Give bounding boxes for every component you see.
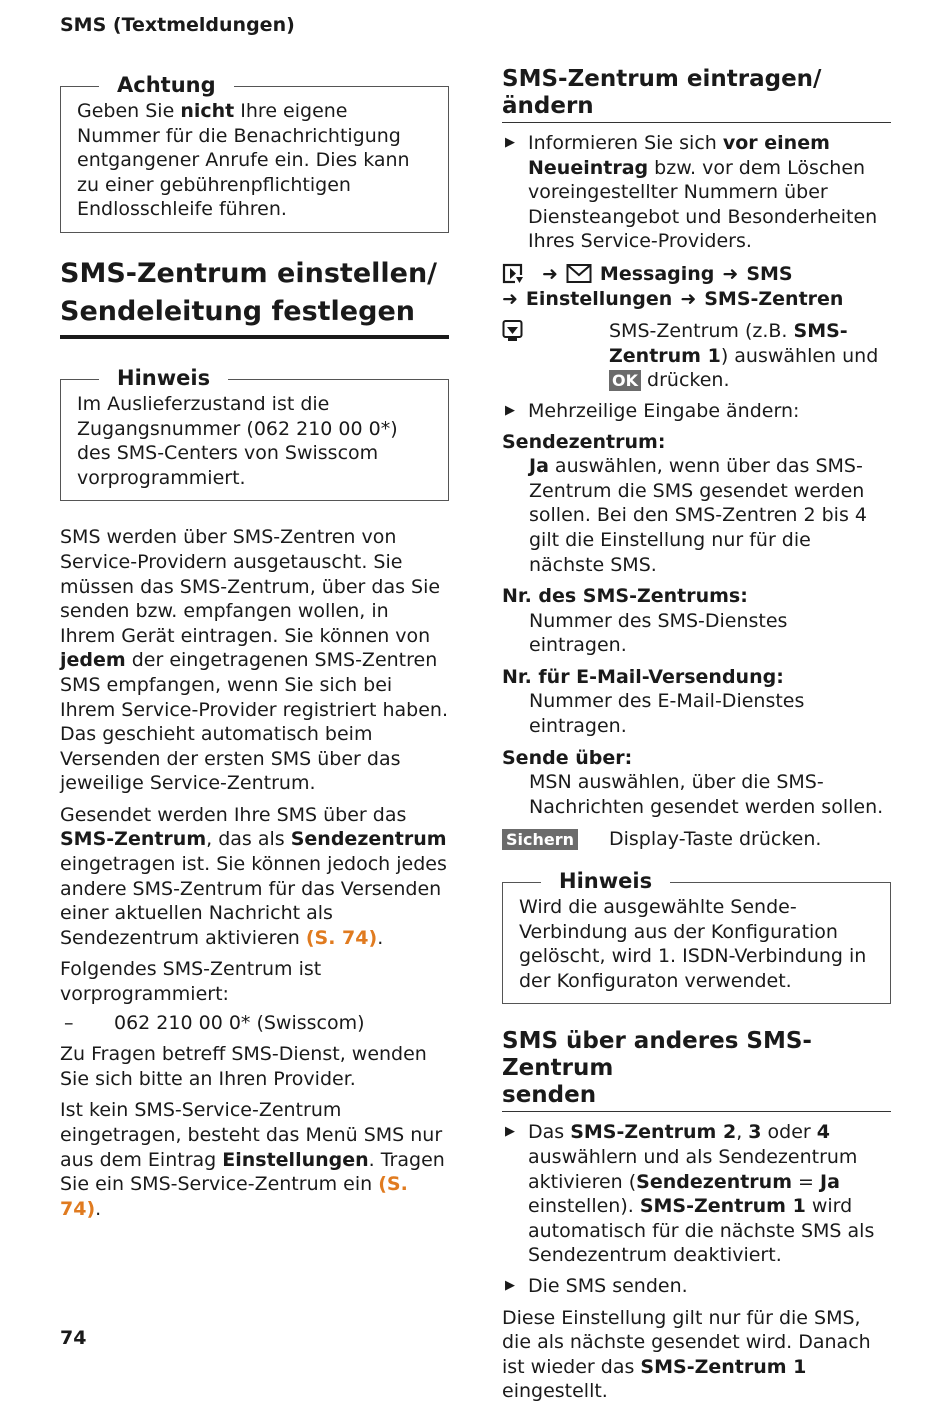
definition-list [502, 430, 891, 820]
warning-text: Geben Sie nicht Ihre eigene Nummer für die Benachrichtigung entgangener Anrufe ein. Dies kann zu einer gebührenpflichtigen Endlosschleife führen. [77, 100, 410, 221]
note-text: Wird die ausgewählte Sende-Verbindung aus der Konfiguration gelöscht, wird 1. ISDN-Verbindung in der Konfiguraton verwendet. [519, 896, 867, 992]
instruction-bullet: ▶ Informieren Sie sich vor einem Neueintrag bzw. vor dem Löschen voreingestellter Nummern über Diensteangebot und Besonderheiten Ihres Service-Providers. [502, 131, 891, 254]
paragraph-sms-exchange: SMS werden über SMS-Zentren von Service-Providern ausgetauscht. Sie müssen das SMS-Zentrum, über das Sie senden bzw. empfangen wollen, in Ihrem Gerät eintragen. Sie können von jedem der eingetragenen SMS-Zentren SMS empfangen, wenn Sie sich bei Ihrem Service-Provider registriert haben. Das geschieht automatisch beim Versenden der ersten SMS über das jeweilige Service-Zentrum. [60, 526, 448, 795]
definition-term: Nr. für E-Mail-Versendung: [502, 665, 784, 688]
menu-item-einstellungen: Einstellungen [525, 287, 673, 310]
section-heading-sms-zentrum-einstellen: SMS-Zentrum einstellen/ Sendeleitung festlegen [60, 255, 449, 339]
select-center-step: SMS-Zentrum (z.B. SMS-Zentrum 1) auswählen und OK drücken. [502, 319, 891, 393]
left-column [60, 70, 449, 1221]
instruction-bullet: ▶ Mehrzeilige Eingabe ändern: [502, 399, 891, 424]
definition-term: Nr. des SMS-Zentrums: [502, 585, 748, 608]
list-item: – 062 210 00 0* (Swisscom) [64, 1011, 365, 1034]
paragraph-provider-questions: Zu Fragen betreff SMS-Dienst, wenden Sie sich bitte an Ihren Provider. [60, 1043, 427, 1090]
definition-term: Sendezentrum: [502, 430, 666, 453]
note-text: Im Auslieferzustand ist die Zugangsnummer (062 210 00 0*) des SMS-Centers von Swisscom vorprogrammiert. [77, 392, 398, 489]
arrow-right-icon: ➜ [542, 262, 558, 285]
definition-desc: Ja auswählen, wenn über das SMS-Zentrum die SMS gesendet werden sollen. Bei den SMS-Zentren 2 bis 4 gilt die Einstellung nur für die nächste SMS. [529, 455, 867, 576]
note-box-connection [502, 869, 891, 1004]
note-title: Hinweis [541, 868, 670, 894]
envelope-icon [566, 262, 592, 286]
paragraph-no-center: Ist kein SMS-Service-Zentrum eingetragen, besteht das Menü SMS nur aus dem Eintrag Einstellungen. Tragen Sie ein SMS-Service-Zentrum ein (S. 74). [60, 1099, 445, 1220]
triangle-bullet-icon: ▶ [505, 1124, 515, 1140]
navigation-key-icon [502, 319, 524, 343]
section-heading-sms-ueber-anderes-zentrum: SMS über anderes SMS-Zentrum senden [502, 1028, 891, 1112]
save-step: Sichern Display-Taste drücken. [502, 827, 891, 852]
page-number: 74 [60, 1327, 87, 1349]
definition-term: Sende über: [502, 746, 633, 769]
section-heading-sms-zentrum-eintragen: SMS-Zentrum eintragen/ändern [502, 66, 891, 123]
definition-desc: Nummer des E-Mail-Dienstes eintragen. [529, 690, 805, 738]
paragraph-send-center: Gesendet werden Ihre SMS über das SMS-Zentrum, das als Sendezentrum eingetragen ist. Sie können jedoch jedes andere SMS-Zentrum für das Versenden einer aktuellen Nachricht als Sendezentrum aktivieren (S. 74). [60, 803, 447, 949]
paragraph-setting-scope: Diese Einstellung gilt nur für die SMS, die als nächste gesendet wird. Danach ist wieder das SMS-Zentrum 1 eingestellt. [502, 1306, 871, 1403]
display-key-sichern: Sichern [502, 829, 578, 850]
instruction-bullet: ▶ Die SMS senden. [502, 1274, 891, 1299]
page-link[interactable]: (S. 74) [60, 1173, 408, 1220]
note-title: Hinweis [99, 365, 228, 391]
ok-key: OK [609, 370, 641, 391]
instruction-bullet: ▶ Das SMS-Zentrum 2, 3 oder 4 auswählern und als Sendezentrum aktivieren (Sendezentrum = Ja einstellen). SMS-Zentrum 1 wird automatisch für die nächste SMS als Sendezentrum deaktiviert. [502, 1120, 891, 1268]
triangle-bullet-icon: ▶ [505, 402, 515, 418]
arrow-right-icon: ➜ [722, 262, 739, 285]
page-header: SMS (Textmeldungen) [60, 14, 295, 36]
menu-key-icon [502, 262, 526, 286]
warning-title: Achtung [99, 72, 234, 98]
note-box-factory-setting [60, 365, 449, 501]
triangle-bullet-icon: ▶ [505, 135, 515, 150]
arrow-right-icon: ➜ [680, 287, 697, 310]
menu-item-messaging: Messaging [599, 262, 715, 285]
definition-desc: MSN auswählen, über die SMS-Nachrichten gesendet werden sollen. [529, 771, 884, 818]
definition-desc: Nummer des SMS-Dienstes eintragen. [529, 609, 788, 657]
menu-path [502, 262, 891, 311]
right-column [502, 66, 891, 1404]
menu-item-sms-zentren: SMS-Zentren [704, 287, 844, 310]
page-link[interactable]: (S. 74) [305, 926, 378, 949]
paragraph-preprogrammed: Folgendes SMS-Zentrum ist vorprogrammiert: [60, 958, 322, 1006]
warning-box [60, 73, 449, 233]
menu-item-sms: SMS [746, 262, 793, 285]
arrow-right-icon: ➜ [502, 287, 518, 310]
triangle-bullet-icon: ▶ [505, 1277, 515, 1293]
